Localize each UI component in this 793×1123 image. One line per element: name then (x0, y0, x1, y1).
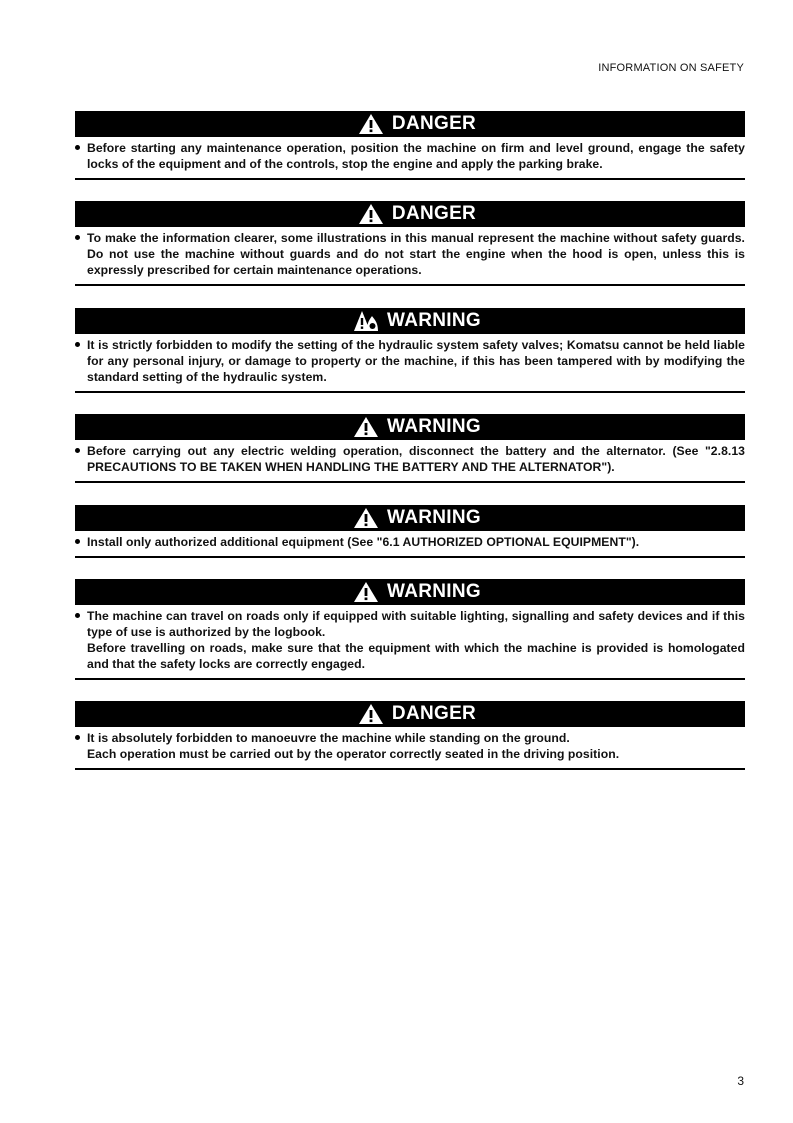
notice-title: DANGER (391, 113, 477, 134)
notice-text: To make the information clearer, some illustrations in this manual represent the machine without safety guards. Do not use the machine without guards and do not start the engine when the hood is open, unless this is expressly prescribed for certain maintenance operations. (87, 231, 745, 277)
notice-body (75, 440, 745, 481)
warning-triangle-icon (358, 113, 384, 135)
bullet-icon (75, 613, 80, 618)
bullet-icon (75, 448, 80, 453)
warning-notice-hydraulic (75, 308, 745, 393)
bullet-icon (75, 145, 80, 150)
danger-notice-guards (75, 201, 745, 286)
notice-body (75, 227, 745, 284)
danger-notice-maintenance (75, 111, 745, 180)
warning-notice-equipment (75, 505, 745, 558)
bullet-icon (75, 735, 80, 740)
notice-title: WARNING (387, 310, 481, 331)
notice-divider (75, 284, 745, 286)
notice-body (75, 334, 745, 391)
warning-triangle-icon (358, 703, 384, 725)
warning-triangle-icon (353, 507, 379, 529)
notice-title: DANGER (391, 203, 477, 224)
bullet-icon (75, 235, 80, 240)
notice-text: Before travelling on roads, make sure that the equipment with which the machine is provided is homologated and that the safety locks are correctly engaged. (87, 641, 745, 671)
notice-divider (75, 178, 745, 180)
notice-divider (75, 391, 745, 393)
warning-notice-roads (75, 579, 745, 680)
notice-divider (75, 768, 745, 770)
notice-title: DANGER (391, 703, 477, 724)
notice-header-bar (75, 308, 745, 334)
notice-divider (75, 678, 745, 680)
notice-text: Install only authorized additional equipment (See "6.1 AUTHORIZED OPTIONAL EQUIPMENT"). (87, 535, 640, 549)
danger-notice-ground (75, 701, 745, 770)
bullet-icon (75, 539, 80, 544)
warning-triangle-icon (353, 581, 379, 603)
notice-header-bar (75, 505, 745, 531)
notice-text: It is strictly forbidden to modify the setting of the hydraulic system safety valves; Komatsu cannot be held liable for any personal injury, or damage to property or the machine, if this has been tampered with by modifying the standard setting of the hydraulic system. (87, 338, 745, 384)
notice-text: Each operation must be carried out by the operator correctly seated in the driving position. (87, 747, 620, 761)
warning-notice-welding (75, 414, 745, 483)
warning-triangle-icon (358, 203, 384, 225)
bullet-icon (75, 342, 80, 347)
notice-title: WARNING (387, 507, 481, 528)
notice-text: Before carrying out any electric welding operation, disconnect the battery and the alternator. (See "2.8.13 PRECAUTIONS TO BE TAKEN WHEN HANDLING THE BATTERY AND THE ALTERNATOR"). (87, 444, 745, 474)
notice-body (75, 727, 745, 768)
notice-text: Before starting any maintenance operation, position the machine on firm and level ground, engage the safety locks of the equipment and of the controls, stop the engine and apply the parking brake. (87, 141, 745, 171)
notice-title: WARNING (387, 581, 481, 602)
notice-header-bar (75, 701, 745, 727)
notice-title: WARNING (387, 416, 481, 437)
notice-body (75, 137, 745, 178)
notice-text: The machine can travel on roads only if equipped with suitable lighting, signalling and safety devices and if this type of use is authorized by the logbook. (87, 609, 745, 639)
notice-body (75, 531, 745, 556)
notice-header-bar (75, 414, 745, 440)
running-header: INFORMATION ON SAFETY (598, 62, 744, 74)
page-number: 3 (737, 1074, 744, 1088)
notice-body (75, 605, 745, 678)
notice-divider (75, 556, 745, 558)
notice-header-bar (75, 111, 745, 137)
notice-text: It is absolutely forbidden to manoeuvre the machine while standing on the ground. (87, 731, 570, 745)
warning-triangle-icon (353, 416, 379, 438)
notice-header-bar (75, 579, 745, 605)
high-pressure-fluid-icon (353, 310, 379, 332)
notice-divider (75, 481, 745, 483)
notice-header-bar (75, 201, 745, 227)
